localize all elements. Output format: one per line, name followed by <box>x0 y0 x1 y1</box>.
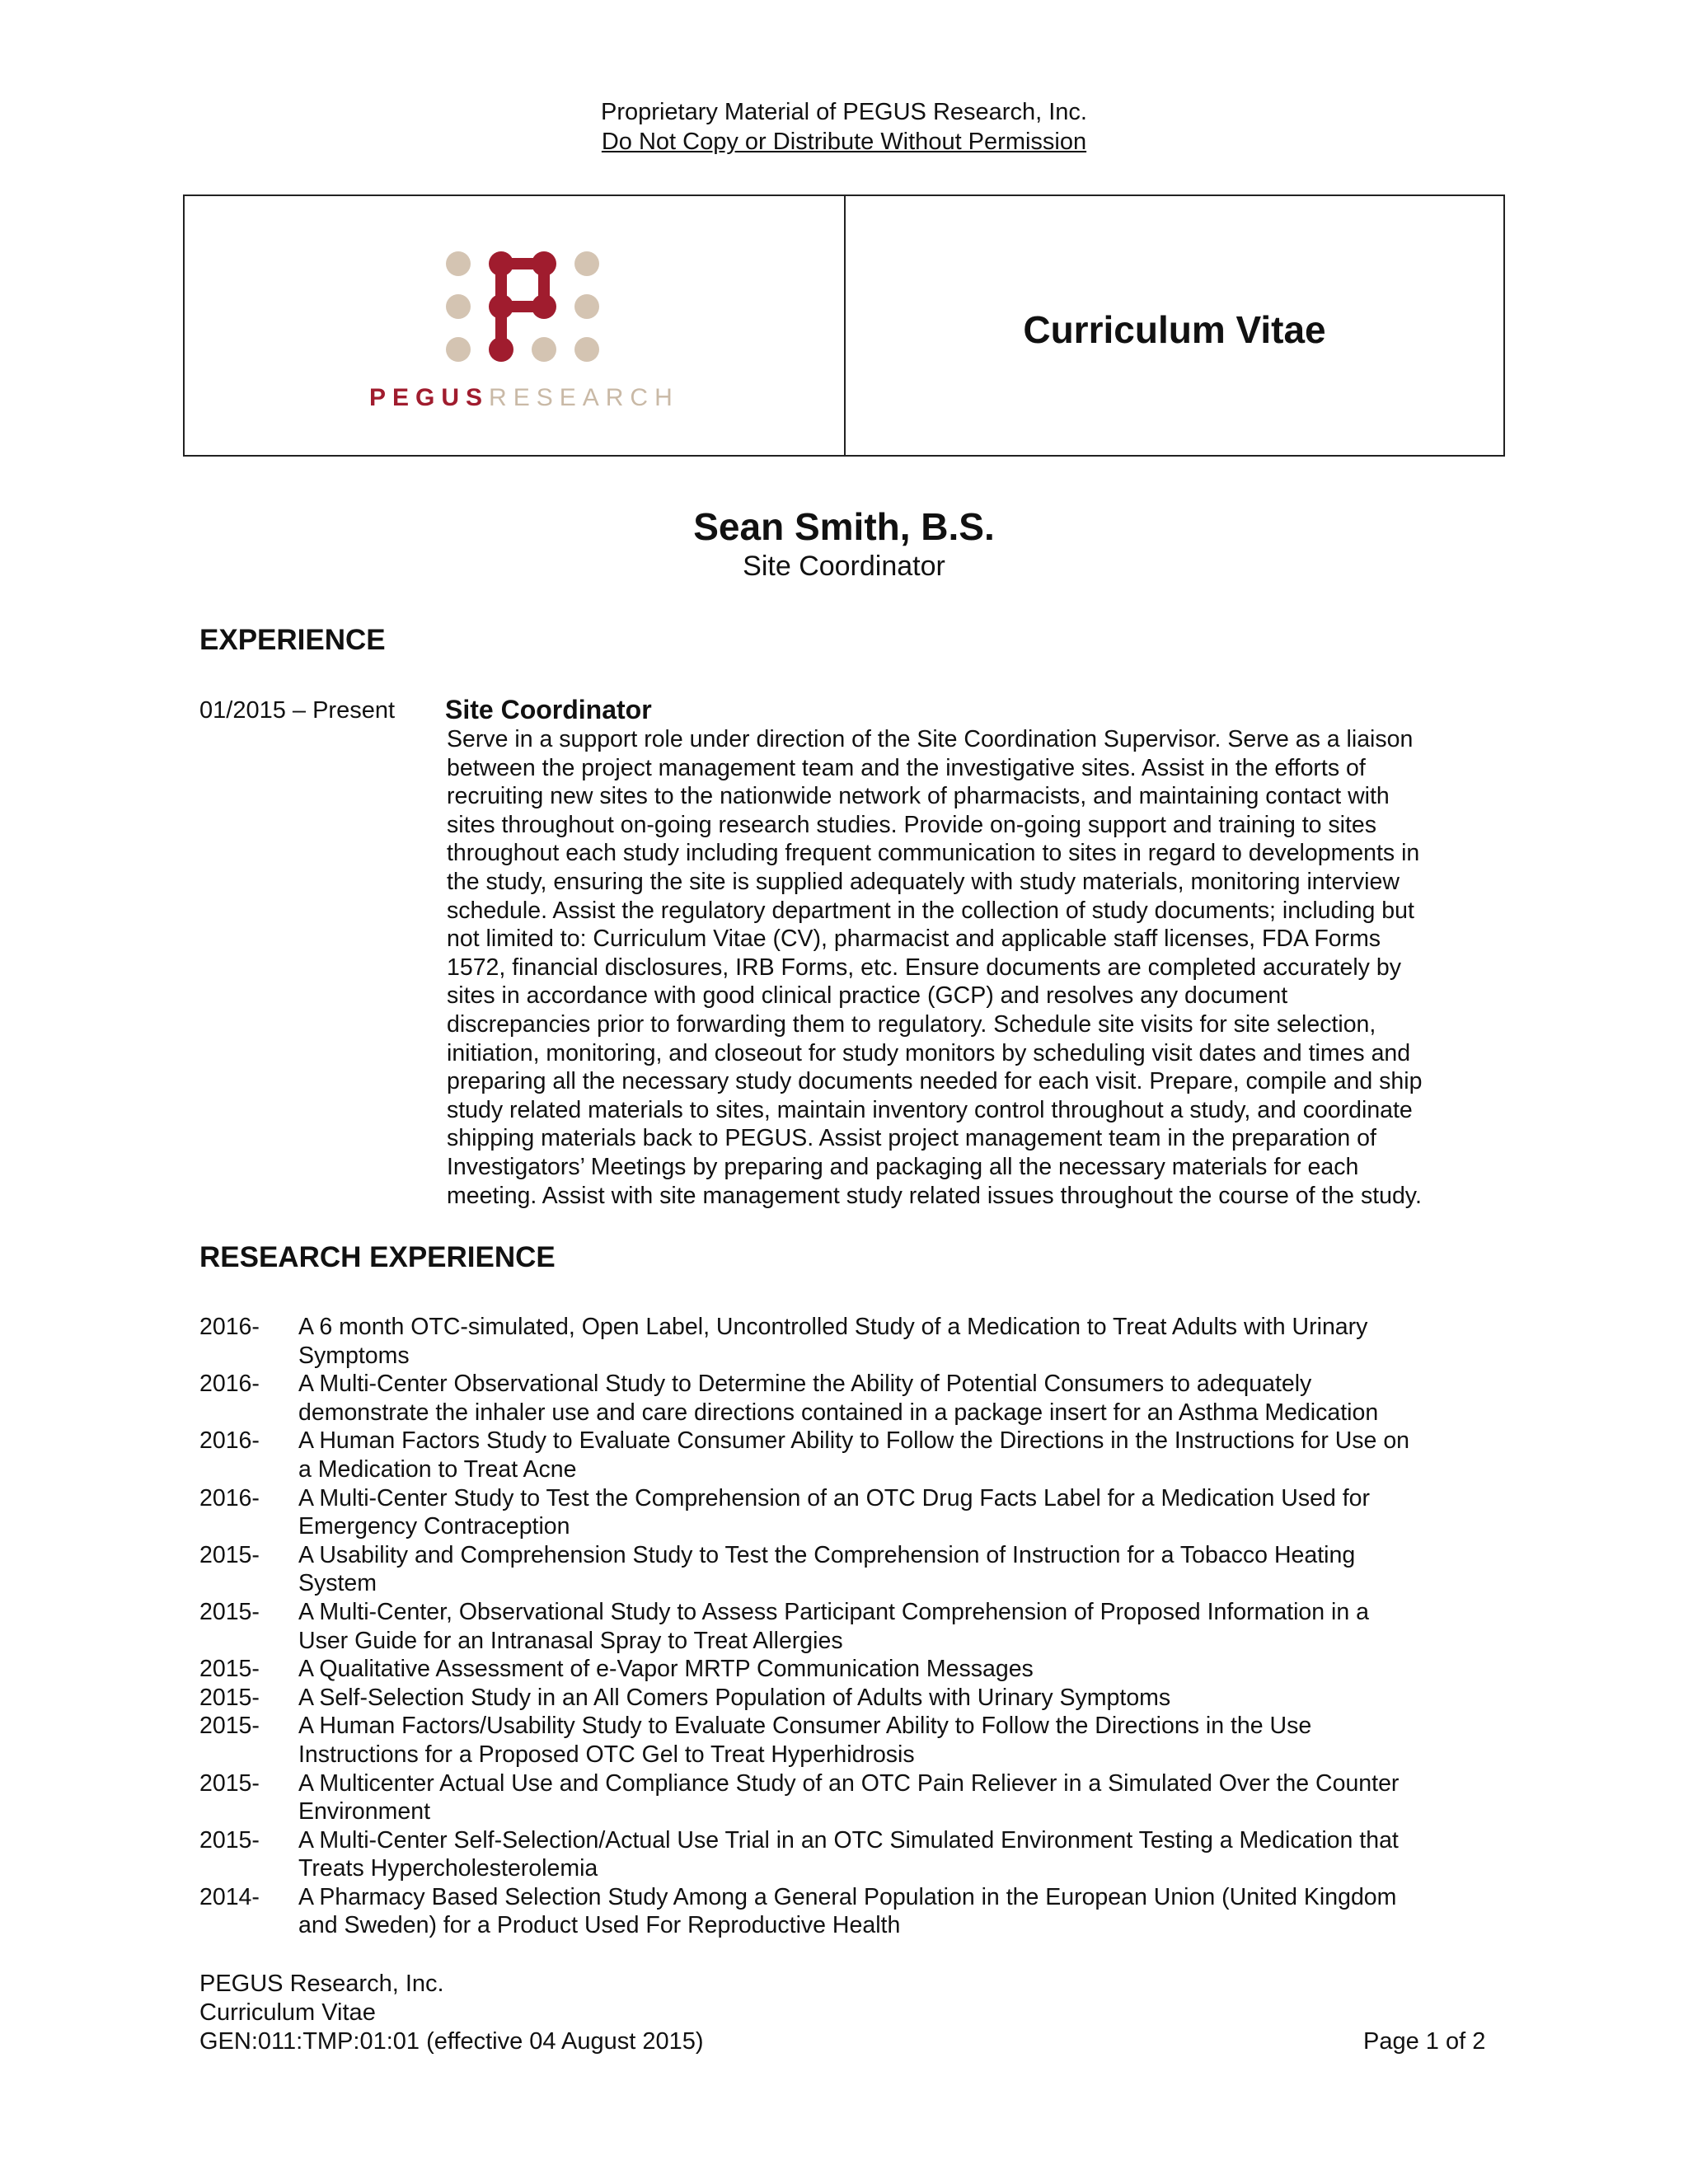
research-title-line: A Human Factors Study to Evaluate Consumer Ability to Follow the Directions in the Instructions for Use on <box>298 1427 1410 1455</box>
footer-info <box>199 1970 704 2056</box>
research-item <box>199 1712 1502 1769</box>
research-title-line: User Guide for an Intranasal Spray to Treat Allergies <box>298 1627 843 1654</box>
research-title <box>298 1427 1502 1483</box>
research-item <box>199 1484 1502 1541</box>
research-item <box>199 1370 1502 1427</box>
research-item <box>199 1427 1502 1483</box>
proprietary-notice: Proprietary Material of PEGUS Research, Inc. <box>601 99 1087 125</box>
research-title-line: and Sweden) for a Product Used For Reproductive Health <box>298 1912 901 1939</box>
experience-description-line: preparing all the necessary study documents needed for each visit. Prepare, compile and ship <box>447 1068 1423 1095</box>
title-box <box>183 194 1505 457</box>
research-title <box>298 1598 1502 1655</box>
research-item <box>199 1598 1502 1655</box>
research-item <box>199 1883 1502 1940</box>
experience-description-line: shipping materials back to PEGUS. Assist project management team in the preparation of <box>447 1125 1376 1152</box>
research-item <box>199 1769 1502 1826</box>
research-title <box>298 1883 1502 1940</box>
research-title-line: A Multi-Center, Observational Study to Assess Participant Comprehension of Proposed Information in a <box>298 1598 1370 1625</box>
experience-description-line: initiation, monitoring, and closeout for study monitors by scheduling visit dates and times and <box>447 1039 1411 1066</box>
experience-description-line: recruiting new sites to the nationwide network of pharmacists, and maintaining contact with <box>447 783 1390 810</box>
research-year: 2015- <box>199 1598 260 1625</box>
page-number: Page 1 of 2 <box>1363 2028 1486 2055</box>
experience-description-line: schedule. Assist the regulatory department in the collection of study documents; including but <box>447 897 1414 924</box>
footer-doc-code: GEN:011:TMP:01:01 (effective 04 August 2015) <box>199 2028 704 2055</box>
experience-description-line: sites throughout on-going research studies. Provide on-going support and training to sites <box>447 811 1377 838</box>
research-year: 2016- <box>199 1314 260 1340</box>
research-year: 2015- <box>199 1713 260 1740</box>
research-title-line: Emergency Contraception <box>298 1513 570 1540</box>
research-item <box>199 1313 1502 1370</box>
footer-doc-name: Curriculum Vitae <box>199 1999 376 2026</box>
experience-description-line: throughout each study including frequent communication to sites in regard to developments in <box>447 840 1420 867</box>
experience-description-line: 1572, financial disclosures, IRB Forms, etc. Ensure documents are completed accurately by <box>447 954 1401 981</box>
person-name: Sean Smith, B.S. <box>693 505 995 548</box>
research-year: 2015- <box>199 1541 260 1568</box>
title-cell <box>846 196 1503 455</box>
research-year: 2014- <box>199 1883 260 1910</box>
research-title-line: A Usability and Comprehension Study to Test the Comprehension of Instruction for a Tobacco Heating <box>298 1541 1356 1568</box>
research-title-line: System <box>298 1570 377 1597</box>
research-year: 2016- <box>199 1427 260 1455</box>
research-title <box>298 1769 1502 1826</box>
experience-title: Site Coordinator <box>445 695 652 724</box>
research-title <box>298 1370 1502 1427</box>
experience-heading: EXPERIENCE <box>199 624 386 656</box>
experience-description-line: discrepancies prior to forwarding them to regulatory. Schedule site visits for site selection, <box>447 1010 1376 1038</box>
research-title-line: A Human Factors/Usability Study to Evaluate Consumer Ability to Follow the Directions in the Use <box>298 1713 1312 1740</box>
research-title <box>298 1484 1502 1541</box>
logo-wordmark <box>369 384 679 412</box>
research-title-line: Environment <box>298 1798 430 1825</box>
person-role: Site Coordinator <box>743 551 945 582</box>
document-header <box>0 97 1688 157</box>
experience-description <box>447 725 1487 1210</box>
experience-description-line: the study, ensuring the site is supplied adequately with study materials, monitoring interview <box>447 868 1400 895</box>
logo-wordmark-light: RESEARCH <box>489 384 679 411</box>
research-title <box>298 1541 1502 1598</box>
experience-description-line: not limited to: Curriculum Vitae (CV), pharmacist and applicable staff licenses, FDA Forms <box>447 926 1381 953</box>
research-title-line: A Self-Selection Study in an All Comers Population of Adults with Urinary Symptoms <box>298 1684 1171 1711</box>
logo-wordmark-bold: PEGUS <box>369 384 490 411</box>
research-title-line: A Multi-Center Observational Study to Determine the Ability of Potential Consumers to adequately <box>298 1371 1312 1398</box>
research-title-line: demonstrate the inhaler use and care directions contained in a package insert for an Asthma Medication <box>298 1399 1379 1426</box>
research-title-line: Treats Hypercholesterolemia <box>298 1855 598 1882</box>
research-heading: RESEARCH EXPERIENCE <box>199 1241 556 1273</box>
experience-description-line: between the project management team and the investigative sites. Assist in the efforts of <box>447 754 1366 781</box>
research-year: 2015- <box>199 1684 260 1711</box>
document-title: Curriculum Vitae <box>1023 308 1326 351</box>
research-list <box>199 1313 1502 1940</box>
research-title-line: Instructions for a Proposed OTC Gel to Treat Hyperhidrosis <box>298 1741 915 1768</box>
research-title <box>298 1313 1502 1370</box>
research-item <box>199 1541 1502 1598</box>
research-title-line: A Multi-Center Study to Test the Comprehension of an OTC Drug Facts Label for a Medication Used for <box>298 1484 1371 1511</box>
experience-dates: 01/2015 – Present <box>199 697 396 724</box>
research-item <box>199 1826 1502 1883</box>
footer-company: PEGUS Research, Inc. <box>199 1971 444 1997</box>
copy-notice: Do Not Copy or Distribute Without Permission <box>601 129 1087 155</box>
research-item <box>199 1655 1502 1684</box>
research-title <box>298 1655 1502 1684</box>
experience-description-line: study related materials to sites, maintain inventory control throughout a study, and coordinate <box>447 1096 1413 1123</box>
research-title-line: A Multi-Center Self-Selection/Actual Use Trial in an OTC Simulated Environment Testing a Medication that <box>298 1826 1399 1854</box>
research-title-line: a Medication to Treat Acne <box>298 1455 577 1483</box>
experience-description-line: Serve in a support role under direction of the Site Coordination Supervisor. Serve as a liaison <box>447 726 1414 752</box>
experience-description-line: sites in accordance with good clinical practice (GCP) and resolves any document <box>447 982 1288 1010</box>
experience-description-line: Investigators’ Meetings by preparing and packaging all the necessary materials for each <box>447 1153 1359 1180</box>
logo-cell <box>185 196 846 455</box>
research-year: 2015- <box>199 1656 260 1683</box>
research-title-line: Symptoms <box>298 1342 410 1369</box>
research-item <box>199 1684 1502 1713</box>
research-title-line: A 6 month OTC-simulated, Open Label, Uncontrolled Study of a Medication to Treat Adults with Urinary <box>298 1314 1368 1340</box>
experience-description-line: meeting. Assist with site management study related issues throughout the course of the study. <box>447 1182 1422 1209</box>
research-title <box>298 1684 1502 1713</box>
research-year: 2016- <box>199 1484 260 1511</box>
research-title-line: A Pharmacy Based Selection Study Among a General Population in the European Union (United Kingdom <box>298 1883 1397 1910</box>
research-year: 2015- <box>199 1826 260 1854</box>
research-title <box>298 1826 1502 1883</box>
research-title-line: A Qualitative Assessment of e-Vapor MRTP Communication Messages <box>298 1656 1034 1683</box>
research-title <box>298 1712 1502 1769</box>
research-year: 2015- <box>199 1769 260 1797</box>
research-title-line: A Multicenter Actual Use and Compliance Study of an OTC Pain Reliever in a Simulated Over the Counter <box>298 1769 1400 1797</box>
research-year: 2016- <box>199 1371 260 1398</box>
